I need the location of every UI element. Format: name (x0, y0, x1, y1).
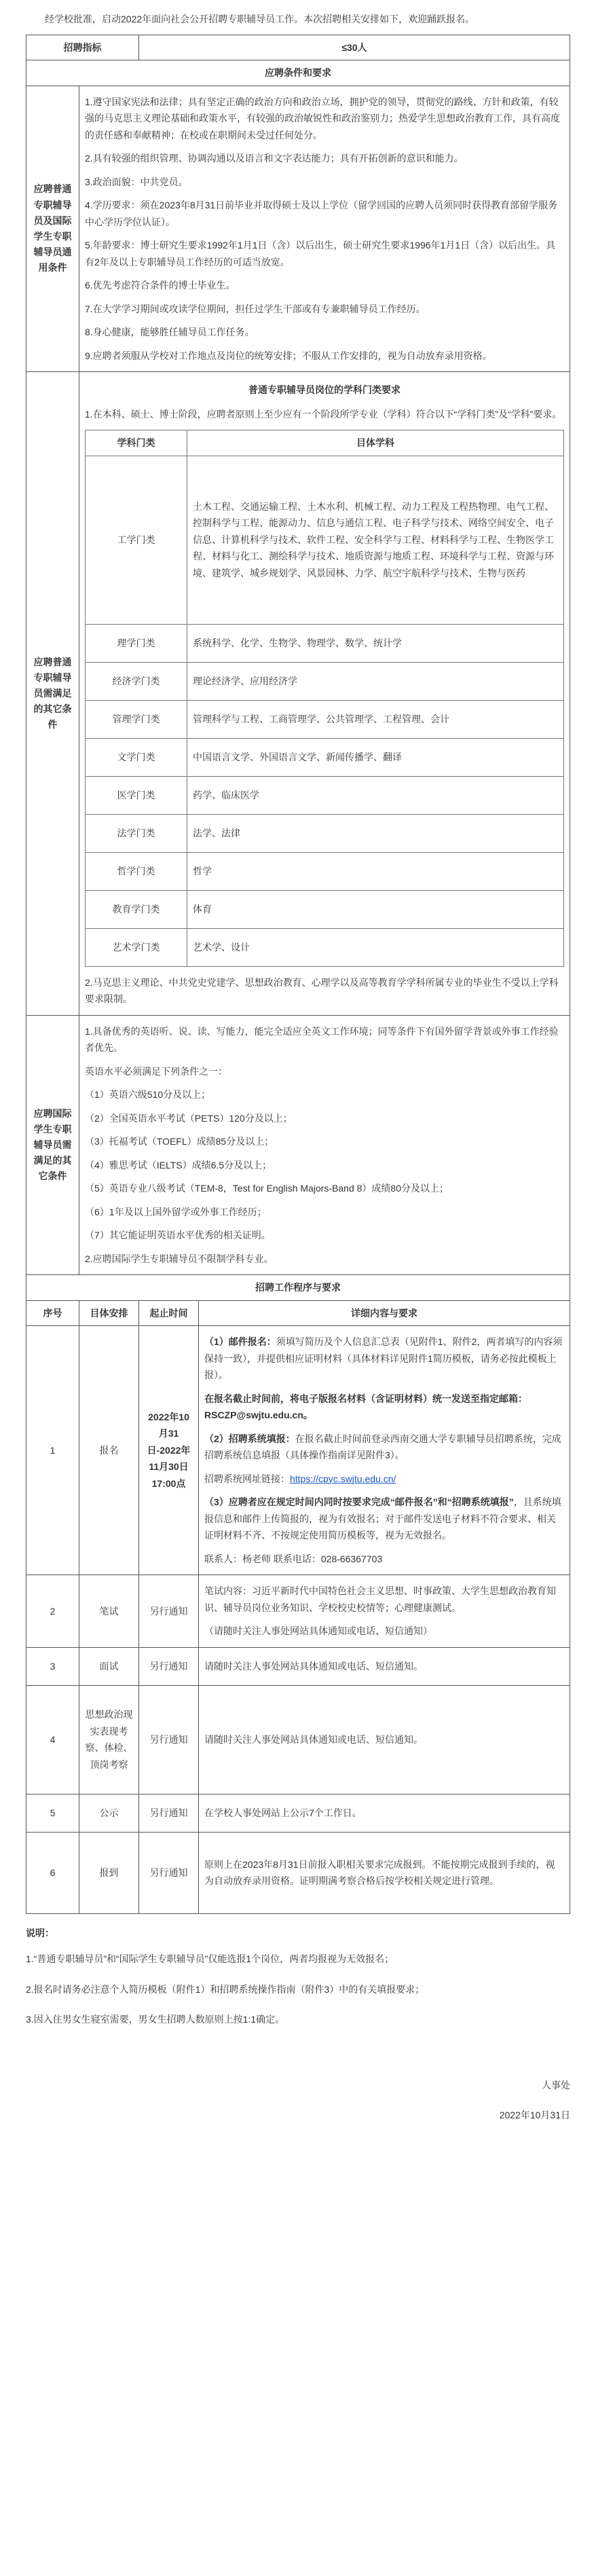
discipline-category: 哲学门类 (86, 852, 187, 890)
general-item: 5.年龄要求：博士研究生要求1992年1月1日（含）以后出生，硕士研究生要求1996年1月1日（含）以后出生。具有2年及以上专职辅导员工作经历的可适当放宽。 (85, 240, 556, 268)
written-exam-content: 笔试内容：习近平新时代中国特色社会主义思想、时事政策、大学生思想政治教育知识、辅导员岗位业务知识、学校校史校情等；心理健康测试。 (204, 1585, 556, 1613)
process-detail: 请随时关注人事处网站具体通知或电话、短信通知。 (199, 1647, 570, 1685)
process-detail (199, 1575, 570, 1648)
discipline-category: 艺术学门类 (86, 928, 187, 966)
intl-conditions-row (26, 1015, 570, 1275)
intl-conditions-label: 应聘国际学生专职辅导员需满足的其它条件 (26, 1015, 79, 1275)
valid-registration-title: （3）应聘者应在规定时间内同时按要求完成“邮件报名”和“招聘系统填报” (204, 1496, 514, 1507)
intl-english-item: （6）1年及以上国外留学或外事工作经历； (85, 1206, 267, 1217)
quota-label: 招聘指标 (26, 35, 139, 60)
intro-paragraph: 经学校批准，启动2022年面向社会公开招聘专职辅导员工作。本次招聘相关安排如下，欢迎踊跃报名。 (45, 14, 475, 24)
discipline-subjects: 管理科学与工程、工商管理学、公共管理学、工程管理、会计 (187, 700, 564, 738)
process-row (26, 1575, 570, 1648)
discipline-subjects: 法学、法律 (187, 814, 564, 852)
general-item: 8.身心健康，能够胜任辅导员工作任务。 (85, 327, 255, 337)
intl-english-item: （1）英语六级510分及以上； (85, 1089, 211, 1100)
table-row (86, 928, 564, 966)
process-time: 另行通知 (139, 1647, 199, 1685)
email-registration-title: （1）邮件报名： (204, 1336, 276, 1347)
discipline-category: 教育学门类 (86, 890, 187, 928)
discipline-category: 管理学门类 (86, 700, 187, 738)
discipline-subject-header: 目体学科 (187, 430, 564, 456)
discipline-subjects: 哲学 (187, 852, 564, 890)
process-no: 3 (26, 1647, 79, 1685)
discipline-subjects: 系统科学、化学、生物学、物理学、数学、统计学 (187, 624, 564, 662)
discipline-category: 医学门类 (86, 776, 187, 814)
process-time: 另行通知 (139, 1832, 199, 1913)
intl-paragraph-2: 2.应聘国际学生专职辅导员不限制学科专业。 (85, 1253, 274, 1264)
process-item: 报到 (79, 1832, 139, 1913)
regular-conditions-row (26, 372, 570, 1016)
discipline-subjects: 理论经济学、应用经济学 (187, 662, 564, 700)
process-head-detail: 详细内容与要求 (199, 1300, 570, 1326)
general-item: 9.应聘者须服从学校对工作地点及岗位的统筹安排；不服从工作安排的，视为自动放弃录用资格。 (85, 350, 492, 361)
regular-conditions-label: 应聘普通专职辅导员需满足的其它条件 (26, 372, 79, 1016)
discipline-table (85, 430, 564, 967)
discipline-subjects: 药学、临床医学 (187, 776, 564, 814)
recruitment-table (26, 35, 570, 1914)
intl-english-item: （3）托福考试（TOEFL）成绩85分及以上； (85, 1136, 274, 1147)
process-detail (199, 1326, 570, 1575)
system-registration-title: （2）招聘系统填报： (204, 1433, 295, 1444)
table-row (86, 852, 564, 890)
intl-english-intro: 英语水平必须满足下列条件之一： (85, 1065, 227, 1077)
process-no: 4 (26, 1685, 79, 1794)
regular-paragraph-1: 1.在本科、硕士、博士阶段，应聘者原则上至少应有一个阶段所学专业（学科）符合以下“学科门类”及“学科”要求。 (85, 408, 562, 420)
table-row (86, 662, 564, 700)
process-head-no: 序号 (26, 1300, 79, 1326)
regular-paragraph-2: 2.马克思主义理论、中共党史党建学、思想政治教育、心理学以及高等教育学学科所属专业的毕业生不受以上学科要求限制。 (85, 976, 559, 1004)
discipline-category: 理学门类 (86, 624, 187, 662)
process-row (26, 1794, 570, 1832)
process-detail: 在学校人事处网站上公示7个工作日。 (199, 1794, 570, 1832)
process-no: 1 (26, 1326, 79, 1575)
general-conditions-cell (79, 86, 570, 372)
general-item: 7.在大学学习期间或攻读学位期间，担任过学生干部或有专兼职辅导员工作经历。 (85, 303, 426, 314)
issue-date: 2022年10月31日 (499, 2110, 570, 2120)
quota-value: ≤30人 (139, 35, 570, 60)
discipline-category: 法学门类 (86, 814, 187, 852)
discipline-subjects: 艺术学、设计 (187, 928, 564, 966)
email-submission-note: 在报名截止时间前，将电子版报名材料（含证明材料）统一发送至指定邮箱：RSCZP@swjtu.edu.cn。 (204, 1393, 527, 1420)
discipline-subjects: 中国语言文学、外国语言文学、新闻传播学、翻译 (187, 738, 564, 776)
note-item: 1.“普通专职辅导员”和“国际学生专职辅导员”仅能选报1个岗位，两者均报视为无效报名； (26, 1953, 394, 1964)
process-item: 思想政治现实表现考察、体检、顶岗考察 (79, 1685, 139, 1794)
process-row (26, 1326, 570, 1575)
table-row (86, 814, 564, 852)
process-head-time: 起止时间 (139, 1300, 199, 1326)
intl-paragraph-1: 1.具备优秀的英语听、说、读、写能力，能完全适应全英文工作环境；同等条件下有国外留学背景或外事工作经验者优先。 (85, 1025, 559, 1053)
system-link[interactable]: https://cpyc.swjtu.edu.cn/ (290, 1473, 396, 1484)
notes-title: 说明： (26, 1927, 54, 1938)
discipline-table-header (86, 430, 564, 456)
process-no: 5 (26, 1794, 79, 1832)
table-row (86, 738, 564, 776)
discipline-subjects: 体育 (187, 890, 564, 928)
process-header-row (26, 1300, 570, 1326)
conditions-title: 应聘条件和要求 (26, 60, 570, 86)
intl-english-item: （7）其它能证明英语水平优秀的相关证明。 (85, 1230, 271, 1240)
discipline-category: 经济学门类 (86, 662, 187, 700)
regular-conditions-cell (79, 372, 570, 1016)
table-row (86, 776, 564, 814)
intl-conditions-cell (79, 1015, 570, 1275)
process-time: 另行通知 (139, 1685, 199, 1794)
written-exam-note: （请随时关注人事处网站具体通知或电话、短信通知） (204, 1625, 432, 1636)
process-item: 报名 (79, 1326, 139, 1575)
table-row (86, 700, 564, 738)
process-time: 另行通知 (139, 1794, 199, 1832)
note-item: 3.因入住男女生寝室需要，男女生招聘人数原则上按1:1确定。 (26, 2014, 285, 2025)
process-time: 2022年10月31日-2022年11月30日17:00点 (139, 1326, 199, 1575)
discipline-subjects: 土木工程、交通运输工程、土木水利、机械工程、动力工程及工程热物理、电气工程、控制科学与工程、能源动力、信息与通信工程、电子科学与技术、网络空间安全、电子信息、计算机科学与技术、软件工程、安全科学与工程、材料科学与工程、生物医学工程、材料与化工、测绘科学与技术、地质资源与地质工程、环境科学与工程、资源与环境、建筑学、城乡规划学、风景园林、力学、航空宇航科学与技术、生物与医药 (187, 456, 564, 624)
email-registration-text: 须填写简历及个人信息汇总表（见附件1、附件2，两者填写的内容须保持一致），并提供相应证明材料（具体材料详见附件1简历模板，请务必按此模板上报）。 (204, 1336, 563, 1380)
notes-section (26, 1914, 570, 2036)
system-link-label: 招聘系统网址链接： (204, 1473, 290, 1484)
general-conditions-label: 应聘普通专职辅导员及国际学生专职辅导员通用条件 (26, 86, 79, 372)
process-item: 公示 (79, 1794, 139, 1832)
general-item: 4.学历要求：须在2023年8月31日前毕业并取得硕士及以上学位（留学回国的应聘人员须同时获得教育部留学服务中心学历学位认证）。 (85, 200, 558, 227)
discipline-requirements-title: 普通专职辅导员岗位的学科门类要求 (248, 384, 401, 395)
process-no: 2 (26, 1575, 79, 1648)
general-item: 2.具有较强的组织管理、协调沟通以及语言和文字表达能力；具有开拓创新的意识和能力。 (85, 153, 464, 164)
table-row (86, 890, 564, 928)
process-time: 另行通知 (139, 1575, 199, 1648)
process-row (26, 1685, 570, 1794)
contact-info: 联系人：杨老师 联系电话：028-66367703 (204, 1553, 383, 1564)
system-registration-text: 在报名截止时间前登录西南交通大学专职辅导员招聘系统，完成招聘系统信息填报（具体操作指南详见附件3）。 (204, 1433, 561, 1460)
process-detail: 原则上在2023年8月31日前报入职相关要求完成报到。不能按期完成报到手续的，视为自动放弃录用资格。证明期满考察合格后按学校相关规定进行管理。 (199, 1832, 570, 1913)
intl-english-item: （4）雅思考试（IELTS）成绩6.5分及以上； (85, 1159, 272, 1171)
quota-row (26, 35, 570, 60)
process-no: 6 (26, 1832, 79, 1913)
valid-registration-text: ，且系统填报信息和邮件上传简报的，视为有效报名；对于邮件发送电子材料不符合要求、相关证明材料不齐、不按规定使用简历模板等，视为无效报名。 (204, 1496, 561, 1541)
table-row (86, 456, 564, 624)
discipline-category: 文学门类 (86, 738, 187, 776)
discipline-category: 工学门类 (86, 456, 187, 624)
process-title: 招聘工作程序与要求 (26, 1275, 570, 1301)
intl-english-item: （2）全国英语水平考试（PETS）120分及以上； (85, 1112, 293, 1124)
signature: 人事处 (542, 2079, 570, 2091)
general-item: 6.优先考虑符合条件的博士毕业生。 (85, 280, 236, 291)
note-item: 2.报名时请务必注意个人简历模板（附件1）和招聘系统操作指南（附件3）中的有关填报要求； (26, 1983, 425, 1995)
process-head-item: 目体安排 (79, 1300, 139, 1326)
intl-english-item: （5）英语专业八级考试（TEM-8，Test for English Majors-Band 8）成绩80分及以上； (85, 1183, 449, 1194)
process-item: 笔试 (79, 1575, 139, 1648)
general-item: 3.政治面貌：中共党员。 (85, 176, 188, 187)
process-row (26, 1647, 570, 1685)
general-conditions-row (26, 86, 570, 372)
table-row (86, 624, 564, 662)
general-item: 1.遵守国家宪法和法律；具有坚定正确的政治方向和政治立场，拥护党的领导，贯彻党的路线、方针和政策，有较强的马克思主义理论基础和政策水平，有较强的政治敏锐性和政治鉴别力；热爱学生思想政治教育工作，具有高度的责任感和奉献精神；在校或在职期间未受过任何处分。 (85, 96, 560, 141)
process-row (26, 1832, 570, 1913)
process-item: 面试 (79, 1647, 139, 1685)
discipline-category-header: 学科门类 (86, 430, 187, 456)
process-detail: 请随时关注人事处网站具体通知或电话、短信通知。 (199, 1685, 570, 1794)
